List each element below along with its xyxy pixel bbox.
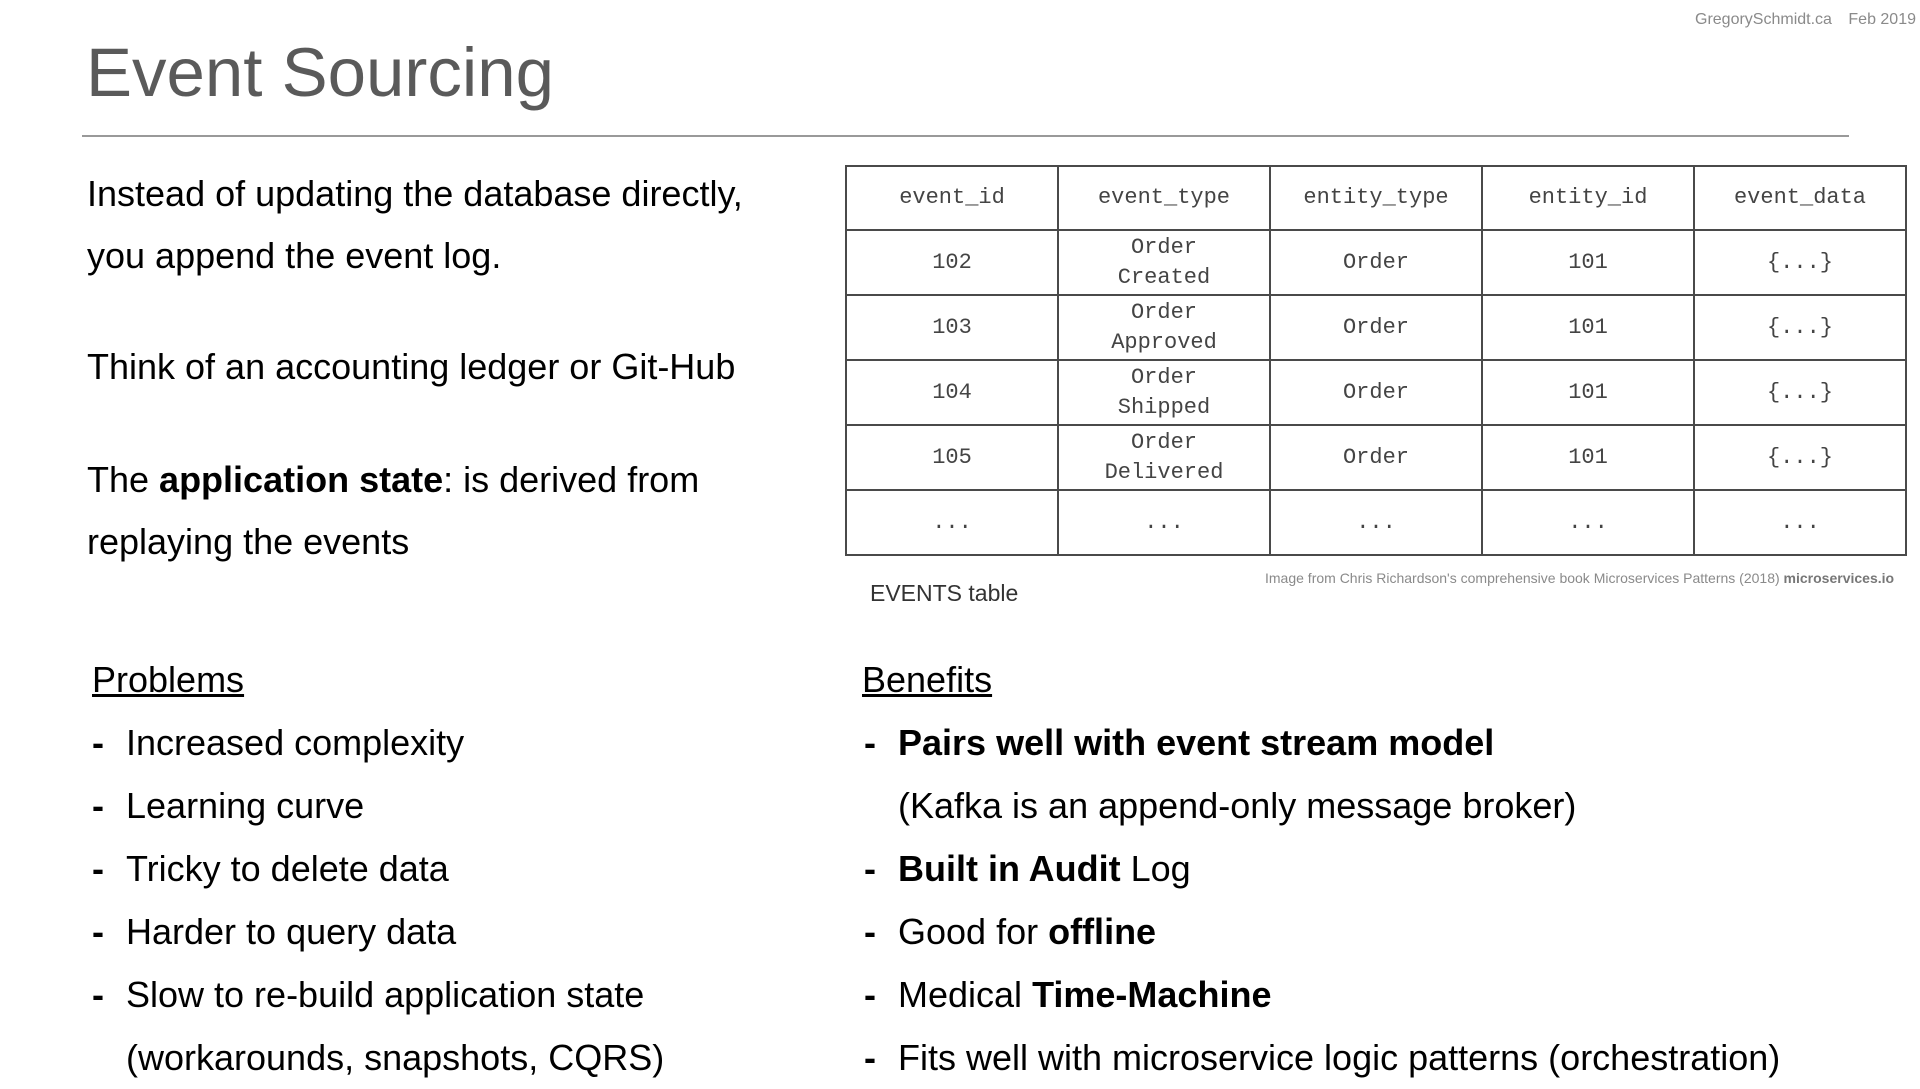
cell-ellipsis: ... (1482, 490, 1694, 555)
bullet-dash: - (864, 911, 876, 952)
image-credit (1265, 570, 1894, 586)
list-item: - Medical Time-Machine (860, 963, 1880, 1026)
cell-event-data: {...} (1694, 425, 1906, 490)
list-item: - Harder to query data (88, 900, 788, 963)
column-header: event_id (846, 166, 1058, 230)
cell-entity-id: 101 (1482, 360, 1694, 425)
problem-continuation: (workarounds, snapshots, CQRS) (126, 1037, 665, 1078)
list-item: - Built in Audit Log (860, 837, 1880, 900)
intro-line-2: you append the event log. (87, 235, 502, 276)
table-header-row (846, 166, 1906, 230)
cell-event-type: Order Delivered (1058, 425, 1270, 490)
bullet-dash: - (92, 848, 104, 889)
table-row (846, 425, 1906, 490)
bullet-dash: - (864, 974, 876, 1015)
cell-entity-id: 101 (1482, 230, 1694, 295)
problems-list (88, 711, 788, 1089)
benefit-continuation: (Kafka is an append-only message broker) (898, 785, 1577, 826)
cell-event-id: 105 (846, 425, 1058, 490)
list-item: - Slow to re-build application state (workarounds, snapshots, CQRS) (88, 963, 788, 1089)
intro-analogy: Think of an accounting ledger or Git-Hub (87, 346, 736, 387)
bullet-dash: - (92, 722, 104, 763)
benefits-heading: Benefits (862, 659, 993, 700)
cell-entity-id: 101 (1482, 295, 1694, 360)
state-suffix: : is derived from (443, 459, 700, 500)
benefits-section (860, 648, 1880, 1089)
column-header: event_type (1058, 166, 1270, 230)
cell-event-data: {...} (1694, 295, 1906, 360)
table-row (846, 295, 1906, 360)
bullet-dash: - (92, 911, 104, 952)
table-row (846, 360, 1906, 425)
table-caption: EVENTS table (870, 580, 1019, 606)
intro-line-1: Instead of updating the database directly, (87, 173, 743, 214)
list-item: - Learning curve (88, 774, 788, 837)
intro-state (87, 449, 807, 511)
cell-entity-type: Order (1270, 425, 1482, 490)
credit-text: Image from Chris Richardson's comprehensive book Microservices Patterns (2018) (1265, 570, 1784, 586)
cell-ellipsis: ... (1270, 490, 1482, 555)
cell-entity-id: 101 (1482, 425, 1694, 490)
cell-ellipsis: ... (1058, 490, 1270, 555)
list-item: - Fits well with microservice logic patterns (orchestration) (860, 1026, 1880, 1089)
bullet-dash: - (864, 1037, 876, 1078)
credit-source: microservices.io (1783, 570, 1895, 586)
events-table (845, 165, 1907, 556)
table-row (846, 230, 1906, 295)
slide-title: Event Sourcing (86, 34, 554, 111)
benefits-list (860, 711, 1880, 1089)
cell-ellipsis: ... (846, 490, 1058, 555)
cell-event-type: Order Created (1058, 230, 1270, 295)
cell-entity-type: Order (1270, 295, 1482, 360)
column-header: entity_type (1270, 166, 1482, 230)
cell-ellipsis: ... (1694, 490, 1906, 555)
bullet-dash: - (92, 974, 104, 1015)
bullet-dash: - (92, 785, 104, 826)
cell-event-data: {...} (1694, 360, 1906, 425)
column-header: event_data (1694, 166, 1906, 230)
cell-entity-type: Order (1270, 230, 1482, 295)
table-row-ellipsis (846, 490, 1906, 555)
problems-heading: Problems (92, 659, 245, 700)
bullet-dash: - (864, 722, 876, 763)
column-header: entity_id (1482, 166, 1694, 230)
intro-state-line-2: replaying the events (87, 521, 410, 562)
list-item: - Tricky to delete data (88, 837, 788, 900)
list-item: - Good for offline (860, 900, 1880, 963)
cell-event-id: 102 (846, 230, 1058, 295)
state-prefix: The (87, 459, 160, 500)
cell-event-id: 103 (846, 295, 1058, 360)
site-name: GregorySchmidt.ca (1695, 11, 1832, 28)
header-meta (1695, 11, 1920, 29)
cell-entity-type: Order (1270, 360, 1482, 425)
cell-event-type: Order Shipped (1058, 360, 1270, 425)
problems-section (88, 648, 788, 1089)
cell-event-data: {...} (1694, 230, 1906, 295)
list-item: - Pairs well with event stream model (Kafka is an append-only message broker) (860, 711, 1880, 837)
state-bold: application state (159, 459, 444, 500)
bullet-dash: - (864, 848, 876, 889)
title-divider (82, 135, 1849, 137)
intro-text (87, 163, 807, 573)
cell-event-id: 104 (846, 360, 1058, 425)
slide-date: Feb 2019 (1848, 11, 1916, 28)
list-item: - Increased complexity (88, 711, 788, 774)
cell-event-type: Order Approved (1058, 295, 1270, 360)
